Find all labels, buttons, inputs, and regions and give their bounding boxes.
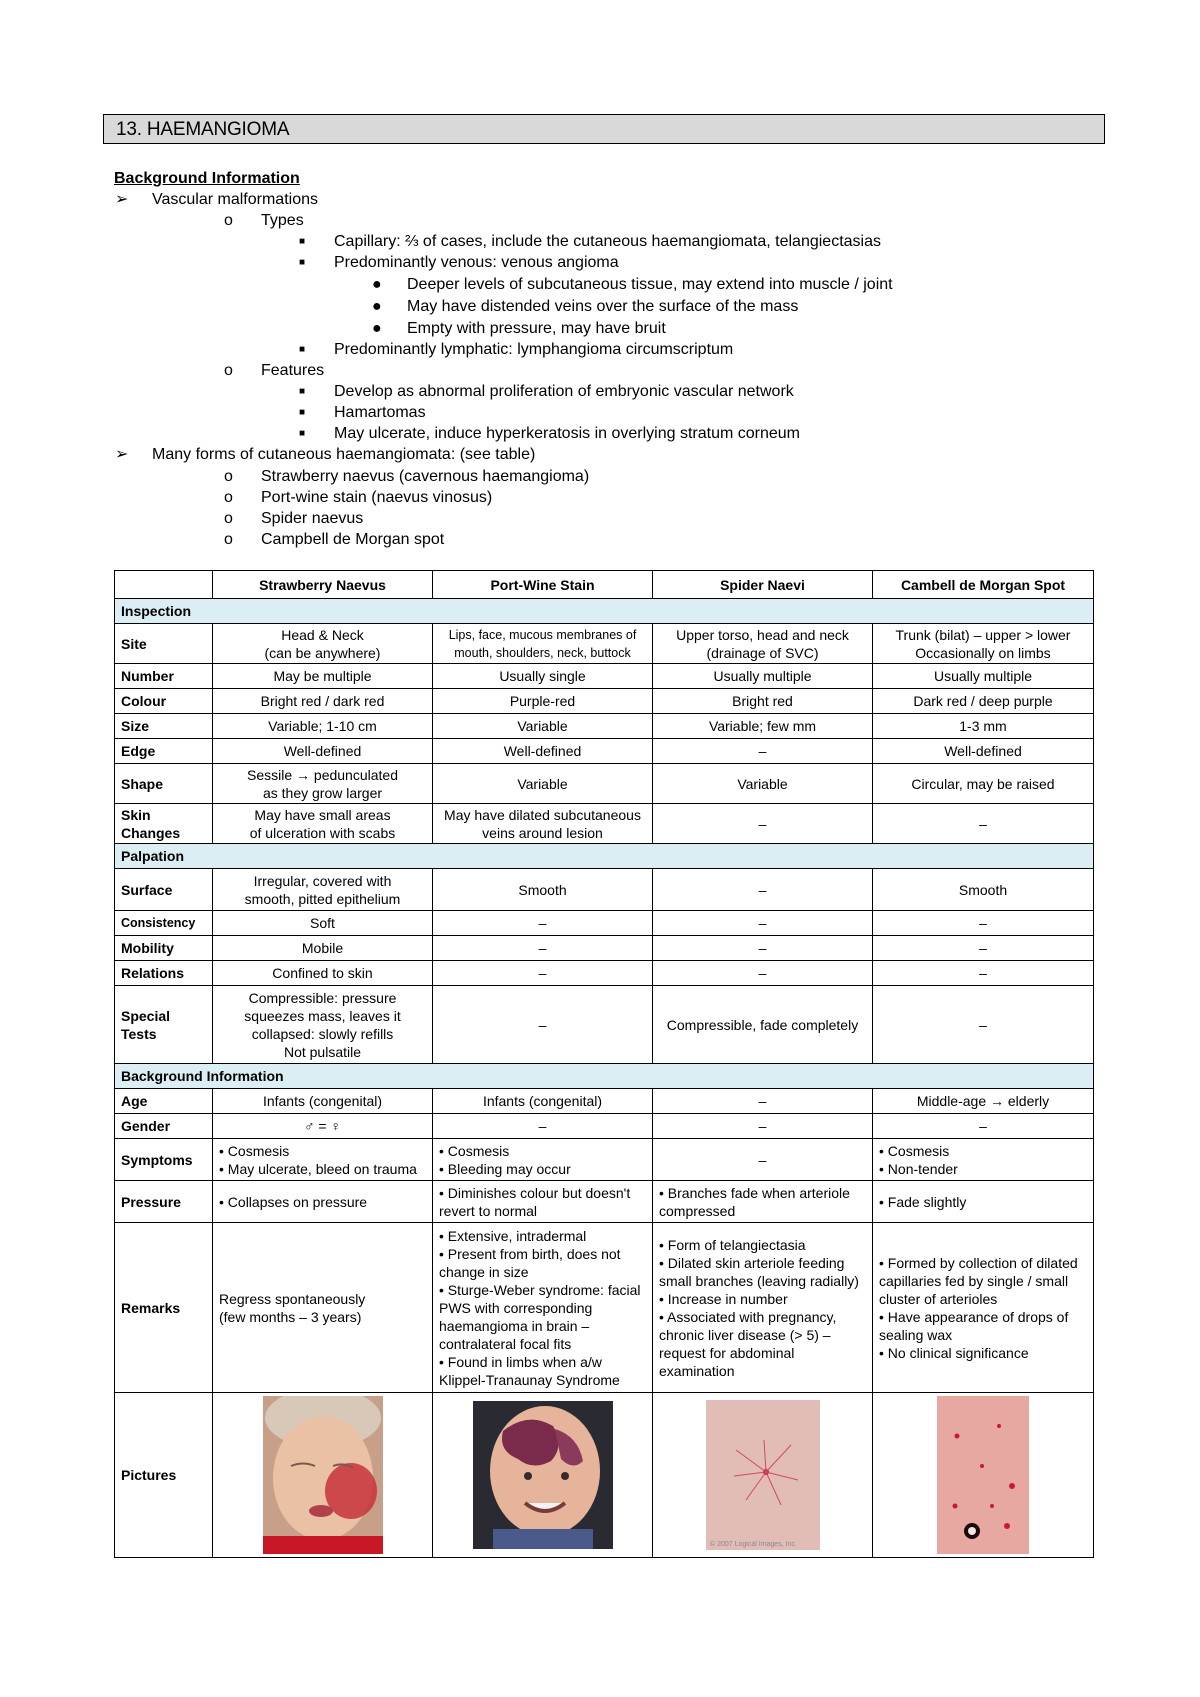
table-row — [115, 689, 1094, 714]
table-cell: ♂ = ♀ — [213, 1114, 433, 1139]
table-cell: Infants (congenital) — [213, 1089, 433, 1114]
table-cell: 1-3 mm — [873, 714, 1094, 739]
bg-line: Develop as abnormal proliferation of embryonic vascular network — [334, 383, 794, 400]
table-row — [115, 869, 1094, 911]
table-cell: Usually multiple — [653, 664, 873, 689]
table-cell: Well-defined — [213, 739, 433, 764]
table-cell: May have dilated subcutaneous veins around lesion — [433, 804, 653, 844]
table-cell: – — [873, 936, 1094, 961]
row-label: Gender — [115, 1114, 213, 1139]
row-label: Symptoms — [115, 1139, 213, 1181]
table-cell: Variable; 1-10 cm — [213, 714, 433, 739]
table-row — [115, 764, 1094, 804]
table-cell: – — [653, 936, 873, 961]
row-label: Skin Changes — [115, 804, 213, 844]
bg-line: Empty with pressure, may have bruit — [407, 320, 666, 337]
table-row — [115, 804, 1094, 844]
section-label: Background Information — [115, 1064, 1094, 1089]
table-cell: – — [653, 804, 873, 844]
table-header-row — [115, 571, 1094, 599]
table-cell — [653, 1393, 873, 1558]
table-cell: – — [873, 961, 1094, 986]
bg-line: Deeper levels of subcutaneous tissue, may extend into muscle / joint — [407, 276, 893, 293]
bg-line: Port-wine stain (naevus vinosus) — [261, 489, 493, 506]
table-row — [115, 986, 1094, 1064]
dot-bullet-icon: ● — [372, 298, 382, 315]
table-cell: May be multiple — [213, 664, 433, 689]
header-cell: Strawberry Naevus — [213, 571, 433, 599]
dot-bullet-icon: ● — [372, 276, 382, 293]
svg-text:© 2007 Logical Images, Inc.: © 2007 Logical Images, Inc. — [709, 1541, 797, 1548]
table-cell: • Cosmesis • May ulcerate, bleed on trauma — [213, 1139, 433, 1181]
table-cell: Regress spontaneously (few months – 3 years) — [213, 1223, 433, 1393]
table-cell: • Cosmesis • Bleeding may occur — [433, 1139, 653, 1181]
row-label: Consistency — [115, 911, 213, 936]
table-cell: Well-defined — [873, 739, 1094, 764]
background-heading: Background Information — [114, 170, 300, 187]
table-cell: Lips, face, mucous membranes of mouth, shoulders, neck, buttock — [433, 624, 653, 664]
table-cell: Trunk (bilat) – upper > lower Occasionally on limbs — [873, 624, 1094, 664]
table-cell: Compressible, fade completely — [653, 986, 873, 1064]
table-cell: • Formed by collection of dilated capillaries fed by single / small cluster of arterioles • Have appearance of drops of sealing wax • No clinical significance — [873, 1223, 1094, 1393]
table-row — [115, 624, 1094, 664]
table-cell: Variable — [653, 764, 873, 804]
section-row — [115, 1064, 1094, 1089]
table-cell: – — [873, 804, 1094, 844]
row-label: Remarks — [115, 1223, 213, 1393]
table-cell: Smooth — [873, 869, 1094, 911]
table-cell: Dark red / deep purple — [873, 689, 1094, 714]
table-cell: Infants (congenital) — [433, 1089, 653, 1114]
row-label: Colour — [115, 689, 213, 714]
bg-line: May ulcerate, induce hyperkeratosis in overlying stratum corneum — [334, 425, 800, 442]
square-bullet-icon: ■ — [299, 236, 306, 247]
table-cell: Compressible: pressure squeezes mass, leaves it collapsed: slowly refills Not pulsatile — [213, 986, 433, 1064]
table-cell — [873, 1393, 1094, 1558]
section-row — [115, 844, 1094, 869]
circle-bullet-icon: o — [224, 510, 233, 527]
table-cell: – — [653, 961, 873, 986]
table-row — [115, 1223, 1094, 1393]
table-cell: Middle-age → elderly — [873, 1089, 1094, 1114]
table-cell: – — [873, 986, 1094, 1064]
header-empty — [115, 571, 213, 599]
spider-naevi-photo — [706, 1400, 820, 1550]
row-label: Age — [115, 1089, 213, 1114]
table-cell: Variable; few mm — [653, 714, 873, 739]
table-cell: Variable — [433, 714, 653, 739]
circle-bullet-icon: o — [224, 468, 233, 485]
table-cell: – — [433, 911, 653, 936]
bg-line: Hamartomas — [334, 404, 426, 421]
bg-line: Features — [261, 362, 325, 379]
table-cell: Soft — [213, 911, 433, 936]
section-title: 13. HAEMANGIOMA — [116, 119, 290, 140]
table-row — [115, 664, 1094, 689]
table-cell: • Collapses on pressure — [213, 1181, 433, 1223]
table-cell: Mobile — [213, 936, 433, 961]
dot-bullet-icon: ● — [372, 320, 382, 337]
section-label: Inspection — [115, 599, 1094, 624]
table-row — [115, 961, 1094, 986]
table-cell: Smooth — [433, 869, 653, 911]
square-bullet-icon: ■ — [299, 386, 306, 397]
square-bullet-icon: ■ — [299, 407, 306, 418]
table-cell: – — [653, 739, 873, 764]
table-cell: • Fade slightly — [873, 1181, 1094, 1223]
table-row — [115, 1114, 1094, 1139]
header-cell: Spider Naevi — [653, 571, 873, 599]
table-row — [115, 1089, 1094, 1114]
section-row — [115, 599, 1094, 624]
row-label: Shape — [115, 764, 213, 804]
bg-line: Strawberry naevus (cavernous haemangioma) — [261, 468, 590, 485]
table-cell: Usually multiple — [873, 664, 1094, 689]
bg-line: Campbell de Morgan spot — [261, 531, 445, 548]
circle-bullet-icon: o — [224, 489, 233, 506]
table-cell: – — [433, 986, 653, 1064]
row-label: Site — [115, 624, 213, 664]
table-cell: – — [653, 869, 873, 911]
table-cell: May have small areas of ulceration with scabs — [213, 804, 433, 844]
table-cell: – — [433, 936, 653, 961]
table-cell: Circular, may be raised — [873, 764, 1094, 804]
table-row — [115, 911, 1094, 936]
table-cell — [213, 1393, 433, 1558]
bg-line: Predominantly lymphatic: lymphangioma circumscriptum — [334, 341, 734, 358]
section-title-box — [103, 114, 1105, 144]
row-label: Surface — [115, 869, 213, 911]
circle-bullet-icon: o — [224, 212, 233, 229]
table-cell: Head & Neck (can be anywhere) — [213, 624, 433, 664]
square-bullet-icon: ■ — [299, 257, 306, 268]
port-wine-stain-photo — [473, 1401, 613, 1549]
table-cell: • Form of telangiectasia • Dilated skin arteriole feeding small branches (leaving radially) • Increase in number • Associated with pregnancy, chronic liver disease (> 5) – request for abdominal examination — [653, 1223, 873, 1393]
strawberry-naevus-photo — [263, 1396, 383, 1554]
row-label: Pictures — [115, 1393, 213, 1558]
circle-bullet-icon: o — [224, 531, 233, 548]
table-cell: – — [873, 1114, 1094, 1139]
table-row — [115, 714, 1094, 739]
table-row — [115, 1181, 1094, 1223]
table-cell: • Diminishes colour but doesn't revert to normal — [433, 1181, 653, 1223]
square-bullet-icon: ■ — [299, 428, 306, 439]
table-cell: Upper torso, head and neck (drainage of SVC) — [653, 624, 873, 664]
header-cell: Port-Wine Stain — [433, 571, 653, 599]
section-label: Palpation — [115, 844, 1094, 869]
table-cell: • Extensive, intradermal • Present from birth, does not change in size • Sturge-Weber syndrome: facial PWS with corresponding haemangioma in brain – contralateral focal fits • Found in limbs when a/w Klippel-Tranaunay Syndrome — [433, 1223, 653, 1393]
comparison-table — [114, 570, 1094, 1558]
bg-line: Many forms of cutaneous haemangiomata: (see table) — [152, 446, 536, 463]
table-cell: – — [653, 1114, 873, 1139]
table-cell — [433, 1393, 653, 1558]
table-row — [115, 1139, 1094, 1181]
bg-line: May have distended veins over the surface of the mass — [407, 298, 799, 315]
row-label: Relations — [115, 961, 213, 986]
bg-line: Capillary: ⅔ of cases, include the cutaneous haemangiomata, telangiectasias — [334, 233, 881, 250]
table-cell: • Cosmesis • Non-tender — [873, 1139, 1094, 1181]
table-cell: – — [873, 911, 1094, 936]
table-cell: – — [433, 1114, 653, 1139]
row-label: Edge — [115, 739, 213, 764]
circle-bullet-icon: o — [224, 362, 233, 379]
table-cell: • Branches fade when arteriole compressed — [653, 1181, 873, 1223]
table-row — [115, 1393, 1094, 1558]
row-label: Pressure — [115, 1181, 213, 1223]
table-cell: Bright red — [653, 689, 873, 714]
row-label: Mobility — [115, 936, 213, 961]
table-cell: Variable — [433, 764, 653, 804]
table-cell: Purple-red — [433, 689, 653, 714]
table-row — [115, 936, 1094, 961]
header-cell: Cambell de Morgan Spot — [873, 571, 1094, 599]
table-cell: – — [653, 911, 873, 936]
table-cell: Usually single — [433, 664, 653, 689]
row-label: Special Tests — [115, 986, 213, 1064]
campbell-de-morgan-spot-photo — [937, 1396, 1029, 1554]
row-label: Size — [115, 714, 213, 739]
square-bullet-icon: ■ — [299, 344, 306, 355]
bg-line: Types — [261, 212, 304, 229]
table-cell: Irregular, covered with smooth, pitted epithelium — [213, 869, 433, 911]
table-cell: Bright red / dark red — [213, 689, 433, 714]
table-cell: Sessile → pedunculated as they grow larger — [213, 764, 433, 804]
table-cell: – — [433, 961, 653, 986]
row-label: Number — [115, 664, 213, 689]
bg-line: Spider naevus — [261, 510, 364, 527]
arrow-bullet-icon: ➢ — [115, 191, 129, 208]
bg-line: Vascular malformations — [152, 191, 318, 208]
arrow-bullet-icon: ➢ — [115, 446, 129, 463]
table-cell: – — [653, 1089, 873, 1114]
table-cell: Well-defined — [433, 739, 653, 764]
table-cell: – — [653, 1139, 873, 1181]
table-row — [115, 739, 1094, 764]
table-cell: Confined to skin — [213, 961, 433, 986]
bg-line: Predominantly venous: venous angioma — [334, 254, 619, 271]
